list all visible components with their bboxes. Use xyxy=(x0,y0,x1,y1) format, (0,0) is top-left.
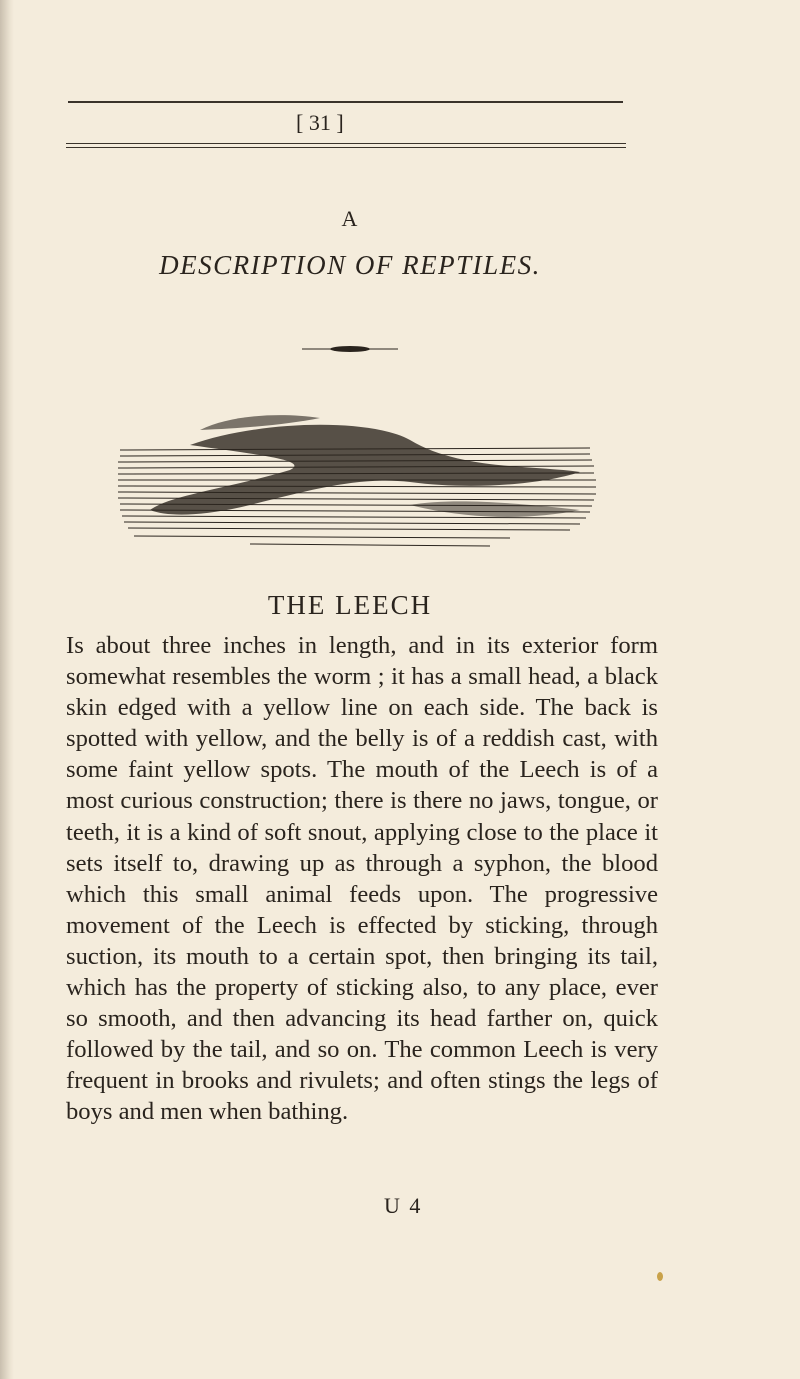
body-paragraph: Is about three inches in length, and in its exterior form somewhat resembles the worm ; it has a small head, a black skin edged with a yellow line on each side. The back is spotted with yellow, and the belly is of a reddish cast, with some faint yellow spots. The mouth of the Leech is of a most curious construction; there is there no jaws, tongue, or teeth, it is a kind of soft snout, applying close to the place it sets itself to, drawing up as through a syphon, the blood which this small animal feeds upon. The progressive movement of the Leech is effected by sticking, through suction, its mouth to a certain spot, then bringing its tail, which has the property of sticking also, to any place, ever so smooth, and then advancing its head farther on, quick followed by the tail, and so on. The common Leech is very frequent in brooks and rivulets; and often stings the legs of boys and men when bathing. xyxy=(66,632,658,1126)
page-title: DESCRIPTION OF REPTILES. xyxy=(159,250,541,280)
paper-stain xyxy=(657,1272,663,1281)
article-heading: THE LEECH xyxy=(267,590,433,620)
signature-mark: U 4 xyxy=(384,1193,423,1218)
folio-text: [ 31 ] xyxy=(296,110,344,135)
article-body xyxy=(66,630,658,1128)
leech-engraving xyxy=(110,410,610,560)
ornament-divider xyxy=(300,344,400,354)
header-rule-top xyxy=(68,101,623,103)
header-rule-bottom-2 xyxy=(66,147,626,148)
heading-article: A xyxy=(341,206,359,231)
header-rule-bottom xyxy=(66,143,626,144)
